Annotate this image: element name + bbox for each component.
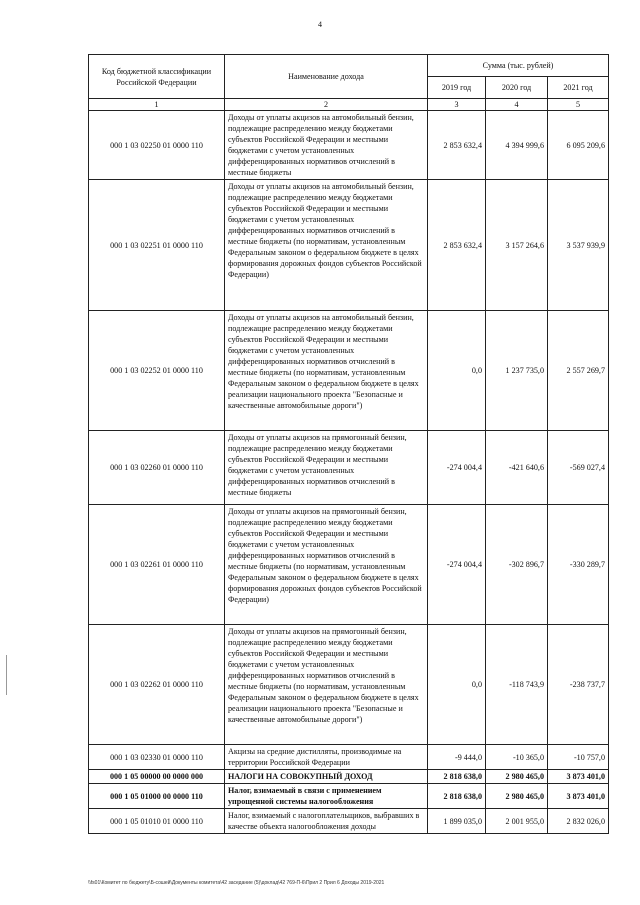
- header-code: Код бюджетной классификации Российской Федерации: [89, 55, 225, 99]
- table-row: [89, 431, 609, 505]
- revenue-name-cell: Доходы от уплаты акцизов на прямогонный бензин, подлежащие распределению между бюджетами субъектов Российской Федерации и местными бюджетами с учетом установленных дифференцированных нормативов отчислений в местные бюджеты: [225, 431, 428, 505]
- header-index: 1: [89, 99, 225, 111]
- table-row: [89, 745, 609, 770]
- table-body: [89, 111, 609, 834]
- amount-2021-cell: 3 873 401,0: [548, 784, 609, 809]
- amount-2020-cell: 4 394 999,6: [486, 111, 548, 180]
- revenue-name-cell: Доходы от уплаты акцизов на прямогонный бензин, подлежащие распределению между бюджетами субъектов Российской Федерации и местными бюджетами с учетом установленных дифференцированных нормативов отчислений в местные бюджеты (по нормативам, установленным Федеральным законом о федеральном бюджете в целях реализации национального проекта "Безопасные и качественные автомобильные дороги"): [225, 625, 428, 745]
- budget-code-cell: 000 1 05 00000 00 0000 000: [89, 770, 225, 784]
- header-year-2021: 2021 год: [548, 77, 609, 99]
- budget-code-cell: 000 1 03 02260 01 0000 110: [89, 431, 225, 505]
- amount-2020-cell: 3 157 264,6: [486, 180, 548, 311]
- header-year-2019: 2019 год: [428, 77, 486, 99]
- budget-code-cell: 000 1 03 02330 01 0000 110: [89, 745, 225, 770]
- amount-2021-cell: -330 289,7: [548, 505, 609, 625]
- footer-file-path: \\fs01\Комитет по бюджету\Б-сошей\Документы комитета\42 заседание (5)\доклад\42 769-П-6\Прил 2 Прил 6 Доходы 2019-2021: [88, 880, 385, 886]
- amount-2020-cell: -421 640,6: [486, 431, 548, 505]
- table-row: [89, 770, 609, 784]
- budget-code-cell: 000 1 05 01010 01 0000 110: [89, 809, 225, 834]
- amount-2021-cell: -569 027,4: [548, 431, 609, 505]
- amount-2021-cell: 3 873 401,0: [548, 770, 609, 784]
- table-row: [89, 311, 609, 431]
- budget-code-cell: 000 1 03 02262 01 0000 110: [89, 625, 225, 745]
- header-index: 5: [548, 99, 609, 111]
- table-row: [89, 784, 609, 809]
- amount-2019-cell: 0,0: [428, 625, 486, 745]
- amount-2020-cell: 1 237 735,0: [486, 311, 548, 431]
- amount-2019-cell: 0,0: [428, 311, 486, 431]
- header-name: Наименование дохода: [225, 55, 428, 99]
- budget-code-cell: 000 1 05 01000 00 0000 110: [89, 784, 225, 809]
- amount-2020-cell: -302 896,7: [486, 505, 548, 625]
- revenue-name-cell: Доходы от уплаты акцизов на автомобильный бензин, подлежащие распределению между бюджетами субъектов Российской Федерации и местными бюджетами с учетом установленных дифференцированных нормативов отчислений в местные бюджеты: [225, 111, 428, 180]
- page-number: 4: [318, 20, 322, 29]
- amount-2021-cell: -238 737,7: [548, 625, 609, 745]
- header-index: 3: [428, 99, 486, 111]
- header-year-2020: 2020 год: [486, 77, 548, 99]
- amount-2019-cell: -274 004,4: [428, 505, 486, 625]
- amount-2019-cell: 1 899 035,0: [428, 809, 486, 834]
- header-sum: Сумма (тыс. рублей): [428, 55, 609, 77]
- amount-2020-cell: 2 001 955,0: [486, 809, 548, 834]
- header-index: 4: [486, 99, 548, 111]
- amount-2019-cell: -9 444,0: [428, 745, 486, 770]
- revenue-name-cell: Налог, взимаемый в связи с применением упрощенной системы налогообложения: [225, 784, 428, 809]
- margin-mark: [6, 655, 7, 695]
- table-row: [89, 505, 609, 625]
- table-row: [89, 111, 609, 180]
- amount-2020-cell: -10 365,0: [486, 745, 548, 770]
- amount-2019-cell: 2 818 638,0: [428, 770, 486, 784]
- revenue-name-cell: НАЛОГИ НА СОВОКУПНЫЙ ДОХОД: [225, 770, 428, 784]
- budget-code-cell: 000 1 03 02250 01 0000 110: [89, 111, 225, 180]
- revenue-name-cell: Доходы от уплаты акцизов на автомобильный бензин, подлежащие распределению между бюджетами субъектов Российской Федерации и местными бюджетами с учетом установленных дифференцированных нормативов отчислений в местные бюджеты (по нормативам, установленным Федеральным законом о федеральном бюджете в целях формирования дорожных фондов субъектов Российской Федерации): [225, 180, 428, 311]
- header-index: 2: [225, 99, 428, 111]
- amount-2019-cell: -274 004,4: [428, 431, 486, 505]
- amount-2021-cell: -10 757,0: [548, 745, 609, 770]
- budget-code-cell: 000 1 03 02252 01 0000 110: [89, 311, 225, 431]
- amount-2019-cell: 2 853 632,4: [428, 180, 486, 311]
- revenue-name-cell: Налог, взимаемый с налогоплательщиков, выбравших в качестве объекта налогообложения доходы: [225, 809, 428, 834]
- amount-2020-cell: 2 980 465,0: [486, 784, 548, 809]
- revenue-name-cell: Доходы от уплаты акцизов на автомобильный бензин, подлежащие распределению между бюджетами субъектов Российской Федерации и местными бюджетами с учетом установленных дифференцированных нормативов отчислений в местные бюджеты (по нормативам, установленным Федеральным законом о федеральном бюджете в целях реализации национального проекта "Безопасные и качественные автомобильные дороги"): [225, 311, 428, 431]
- amount-2019-cell: 2 818 638,0: [428, 784, 486, 809]
- table-row: [89, 180, 609, 311]
- revenue-name-cell: Доходы от уплаты акцизов на прямогонный бензин, подлежащие распределению между бюджетами субъектов Российской Федерации и местными бюджетами с учетом установленных дифференцированных нормативов отчислений в местные бюджеты (по нормативам, установленным Федеральным законом о федеральном бюджете в целях формирования дорожных фондов субъектов Российской Федерации): [225, 505, 428, 625]
- amount-2021-cell: 6 095 209,6: [548, 111, 609, 180]
- budget-revenue-table: [88, 54, 609, 834]
- amount-2021-cell: 2 557 269,7: [548, 311, 609, 431]
- budget-code-cell: 000 1 03 02251 01 0000 110: [89, 180, 225, 311]
- amount-2021-cell: 3 537 939,9: [548, 180, 609, 311]
- amount-2020-cell: -118 743,9: [486, 625, 548, 745]
- table-row: [89, 809, 609, 834]
- table-row: [89, 625, 609, 745]
- revenue-name-cell: Акцизы на средние дистилляты, производимые на территории Российской Федерации: [225, 745, 428, 770]
- amount-2021-cell: 2 832 026,0: [548, 809, 609, 834]
- budget-code-cell: 000 1 03 02261 01 0000 110: [89, 505, 225, 625]
- amount-2020-cell: 2 980 465,0: [486, 770, 548, 784]
- amount-2019-cell: 2 853 632,4: [428, 111, 486, 180]
